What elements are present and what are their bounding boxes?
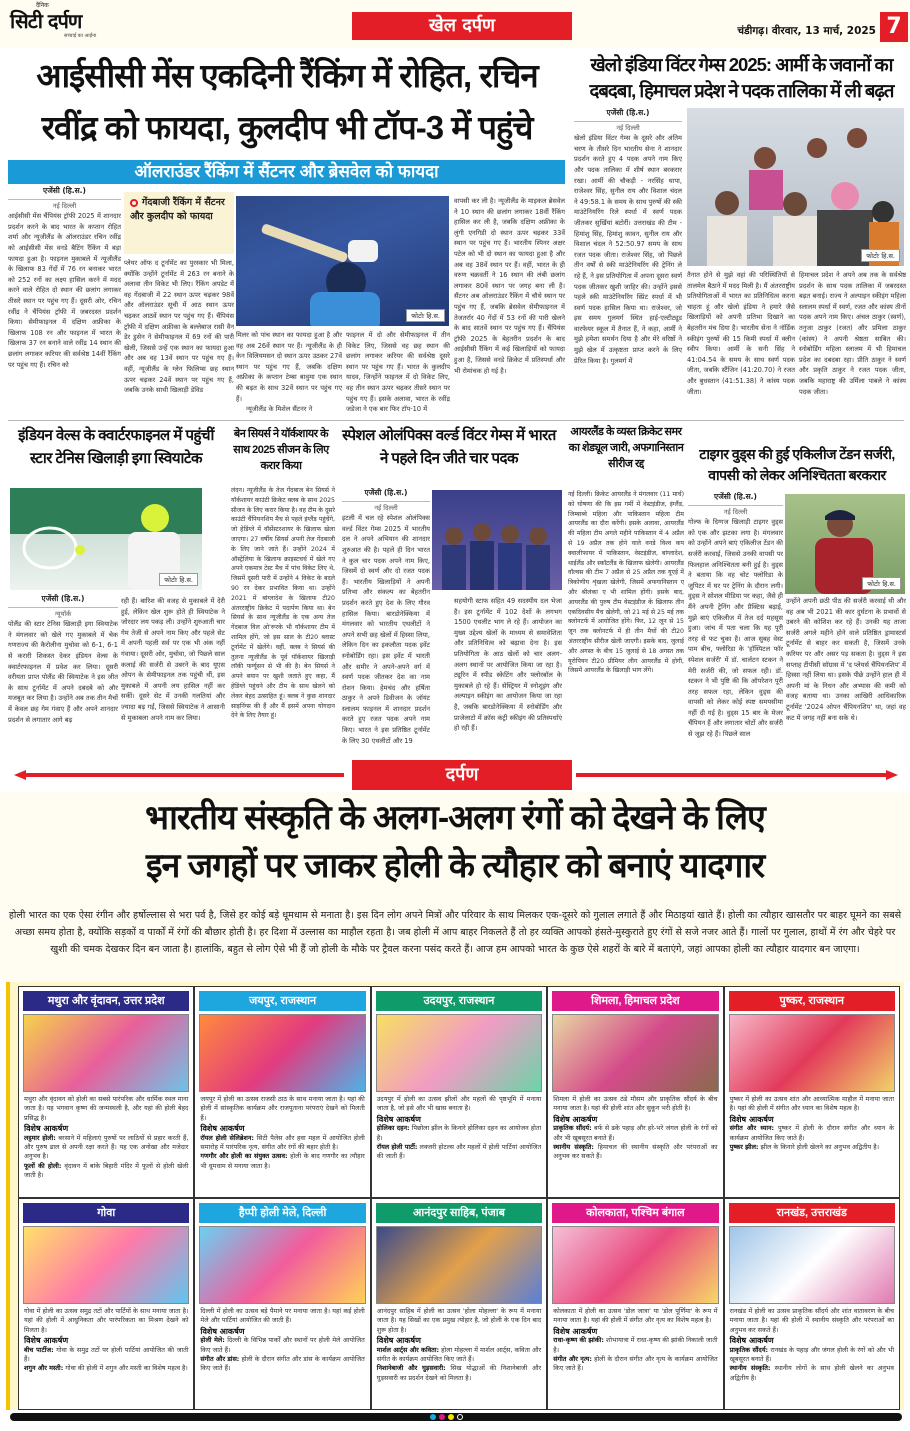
destination-card	[547, 986, 723, 1198]
destination-title: पुष्कर, राजस्थान	[729, 991, 895, 1011]
attraction-item	[377, 1364, 541, 1383]
attraction-name: होली मेले:	[200, 1336, 225, 1345]
special-attraction-label: विशेष आकर्षण	[376, 1336, 421, 1346]
special-olympics-photo	[432, 490, 562, 590]
attraction-item	[377, 1124, 541, 1143]
byline: एजेंसी (हि.स.)	[8, 594, 118, 608]
attraction-text: बरसाने में महिलाएं पुरुषों पर लाठियों से प्रहार करती हैं, और पुरुष ढाल से अपनी रक्षा करते हैं। यह एक अनोखा और मजेदार अनुभव है।	[24, 1133, 189, 1161]
attraction-text: वृंदावन में बांके बिहारी मंदिर में फूलों से होली खेली जाती है।	[24, 1161, 189, 1180]
darpan-section-tag: दर्पण	[352, 760, 572, 790]
destination-card	[371, 986, 547, 1198]
divider	[8, 420, 904, 421]
special-attraction-label: विशेष आकर्षण	[24, 1336, 69, 1346]
destination-text	[372, 1092, 546, 1162]
destination-text	[19, 1092, 193, 1181]
attraction-text: झील के किनारे होली खेलने का अनुभव अद्वितीय है।	[760, 1143, 880, 1152]
destination-card	[18, 1198, 194, 1410]
attraction-item	[24, 1364, 188, 1373]
destination-description: दिल्ली में होली का उत्सव बड़े पैमाने पर मनाया जाता है। यहां कई होली मेले और पार्टियां आयोजित की जाती हैं।	[200, 1307, 365, 1325]
athletes-with-medals-illustration	[432, 490, 562, 590]
article-text: पोलैंड की स्टार टेनिस खिलाड़ी इगा स्वियाटेक ने मंगलवार को खेले गए मुकाबले में चेक गणराज्य की कैरोलीना मुचोवा को 6-1, 6-1 से करारी शिकस्त देकर इंडियन वेल्स के क्वार्टरफाइनल में प्रवेश कर लिया। दूसरी वरीयता प्राप्त पोलैंड की स्वियाटेक ने इस जीत के साथ टूर्नामेंट में अपने दबदबे को और मजबूत कर लिया है। उन्होंने अब तक तीन मैचों में केवल छह गेम गंवाए हैं और अपने शानदार प्रदर्शन से लगातार आगे बढ़	[8, 620, 118, 724]
photo-credit: फोटोः हि.स.	[862, 577, 901, 590]
destination-title: जयपुर, राजस्थान	[199, 991, 365, 1011]
photo-credit: फोटोः हि.स.	[159, 573, 198, 586]
attraction-text: सिख योद्धाओं की निशानेबाजी और घुड़सवारी का प्रदर्शन देखने को मिलता है।	[376, 1364, 542, 1382]
dateline-place: नई दिल्ली	[374, 503, 398, 512]
attraction-item	[377, 1143, 541, 1162]
sears-body: लंदन। न्यूजीलैंड के तेज गेंदबाज बेन सियर्स ने यॉर्कशायर काउंटी क्रिकेट क्लब के साथ 2025 सीजन के लिए करार किया है। वह टीम के दूसरे काउंटी चैंपियनशिप मैच से पहले इंग्लैंड पहुंचेंगे, जो हेडिंग्ले में वॉर्सेस्टरशायर के खिलाफ खेला जाएगा। 27 वर्षीय सियर्स अपनी तेज गेंदबाजी के लिए जाने जाते हैं। उन्होंने 2024 में ऑस्ट्रेलिया के खिलाफ क्राइस्टचर्च में खेले गए अपने एकमात्र टेस्ट मैच में पांच विकेट लिए थे, जिसमें दूसरी पारी में उन्होंने 4 विकेट के बदले 90 रन देकर प्रभावित किया था। उन्होंने 2021 में बांग्लादेश के खिलाफ टी20 अंतरराष्ट्रीय क्रिकेट में पदार्पण किया था। बेन सियर्स के साथ न्यूजीलैंड के एक अन्य तेज गेंदबाज विल ओ'रूरके भी यॉर्कशायर टीम में शामिल होंगे, जो इस साल के टी20 ब्लास्ट टूर्नामेंट में खेलेंगे। वहीं, क्लब ने सियर्स की तुलना न्यूजीलैंड के पूर्व यॉर्कशायर खिलाड़ी लॉकी फर्ग्यूसन से भी की है। बेन सियर्स ने अपने बयान पर खुशी जताते हुए कहा, मैं हेडिंग्ले पहुंचने और टीम के साथ खेलने को लेकर बेहद उत्साहित हूं। क्लब ने कुछ शानदार साइनिंग्स की हैं और मैं इसमें अपना योगदान देने के लिए तैयार हूं।	[231, 487, 335, 720]
left-arrow-icon	[14, 770, 344, 780]
special-olympics-headline: स्पेशल ओलंपिक्स वर्ल्ड विंटर गेम्स में भारत ने पहले दिन जीते चार पदक	[342, 427, 556, 467]
destination-description: जयपुर में होली का उत्सव राजसी ठाठ के साथ मनाया जाता है। यहां की होली में सांस्कृतिक कार्यक्रम और राजपूताना परंपराएं देखने को मिलती हैं।	[200, 1095, 365, 1122]
logo-text: सिटी दर्पण	[10, 9, 82, 33]
attraction-text: सिटी पैलेस और हवा महल में आयोजित होली समारोह में पारंपरिक नृत्य, संगीत और रंगों की बहार होती है।	[200, 1133, 365, 1152]
destination-text	[195, 1304, 369, 1374]
cyan-dot	[430, 1414, 436, 1420]
ireland-body: नई दिल्ली। क्रिकेट आयरलैंड ने मंगलवार (11 मार्च) को घोषणा की कि इस गर्मी में वेस्टइंडीज, इंग्लैंड, जिम्बाब्वे महिला और पाकिस्तान महिला टीम आयरलैंड का दौरा करेंगी। इसके अलावा, आयरलैंड की महिला टीम अगले महीने पाकिस्तान में 4 अप्रैल से 19 अप्रैल तक होने वाले वनडे विश्व कप क्वालीफायर में पाकिस्तान, वेस्टइंडीज, बांग्लादेश, थाईलैंड और स्कॉटलैंड के खिलाफ खेलेगी। आयरलैंड वॉल्वस की टीम 7 अप्रैल से 25 अप्रैल तक यूएई में त्रिकोणीय शृंखला खेलेगी, जिसमें अफगानिस्तान ए और श्रीलंका ए भी शामिल होंगी। इसके बाद, आयरलैंड की पुरुष टीम वेस्टइंडीज के खिलाफ तीन एकदिवसीय मैच खेलेगी, जो 21 मई से 25 मई तक क्लोनटर्फ में आयोजित होंगे। फिर, 12 जून से 15 जून तक क्लोनटर्फ में ही तीन मैचों की टी20 अंतरराष्ट्रीय सीरीज खेली जाएगी। इसके बाद, जुलाई और अगस्त के बीच 15 जुलाई से 18 अगस्त तक यूरोपियन टी20 प्रीमियर लीग आयरलैंड में होगी, जिसमें आयरलैंड के खिलाड़ी भाग लेंगे।	[568, 491, 684, 675]
destination-title: मथुरा और वृंदावन, उत्तर प्रदेश	[23, 991, 189, 1011]
destination-card	[724, 1198, 900, 1410]
destination-description: उदयपुर में होली का उत्सव झीलों और महलों की पृष्ठभूमि में मनाया जाता है, जो इसे और भी खास बनाता है।	[376, 1095, 542, 1113]
newspaper-logo	[10, 2, 130, 46]
dateline-place: न्यूयॉर्क	[54, 609, 72, 618]
article-text: न्यूजीलैंड के मिशेल सैंटनर ने	[246, 405, 313, 414]
section-tag: खेल दर्पण	[352, 12, 572, 40]
lead-strap: ऑलराउंडर रैंकिंग में सैंटनर और ब्रेसवेल को फायदा	[8, 160, 565, 184]
holi-headline-line-2: इन जगहों पर जाकर होली के त्यौहार को बनाएं यादगार	[145, 847, 765, 885]
attraction-name: निशानेबाजी और घुड़सवारी:	[376, 1364, 446, 1373]
lead-callout	[124, 192, 234, 254]
destination-grid	[18, 986, 900, 1410]
holi-headline-line-1: भारतीय संस्कृति के अलग-अलग रंगों को देखने के लिए	[145, 799, 765, 837]
destination-description: कोलकाता में होली का उत्सव 'डोल जात्रा' या 'डोल पूर्णिमा' के रूप में मनाया जाता है। यहां की होली में संगीत और नृत्य का विशेष महत्व है।	[553, 1307, 718, 1325]
logo-tagline: सच्चाई का आईना	[64, 33, 97, 39]
khelo-column-2: तैनात होने से मुझे वहां की परिस्थितियों से तालमेल बैठाने में मदद मिली है। मैं अंतरराष्ट्रीय प्रतियोगिताओं में भारत का प्रतिनिधित्व करना चाहता हूं और खेलो इंडिया ने हमारे जैसे खिलाड़ियों को अपनी प्रतिभा दिखाने का बेहतरीन मंच दिया है। भारतीय सेना ने नॉर्डिक स्कीइंग पुरुषों की 15 किमी स्पर्धा में क्लीन स्वीप किया। आर्मी के सनी सिंह ने 41:04.54 के समय के साथ स्वर्ण पदक जीता, जबकि स्टैंजिन (41:20.70) ने रजत और बुधस्तान (41:51.38) ने कांस्य पदक जीता।	[687, 271, 795, 396]
attraction-text: दिल्ली के विभिन्न पार्कों और स्थानों पर होली मेले आयोजित किए जाते हैं।	[200, 1336, 365, 1354]
attraction-name: संगीत और नृत्य:	[553, 1355, 592, 1364]
lead-headline: आईसीसी मेंस एकदिनी रैंकिंग में रोहित, रचिन रवींद्र को फायदा, कुलदीप भी टॉप-3 में पहुंचे	[36, 57, 538, 146]
tiger-column-2: उन्होंने अपनी छठी पीठ की सर्जरी करवाई थी और वह अब भी 2021 की कार दुर्घटना के प्रभावों से उबरने की कोशिश कर रहे हैं। उनकी यह ताजा सर्जरी अगले महीने होने वाले प्रतिष्ठित ड्रामास्टर्स टूर्नामेंट से बाहर कर सकती है, जिसमें उनके करियर पर और असर पड़ सकता है। वुड्स ने इस सप्ताह टीपीसी सॉग्रास में 'द प्लेयर्स चैंपियनशिप' में हिस्सा नहीं लिया था। इसके पीछे उन्होंने हाल ही में अपनी मां के निधन और अभ्यास की कमी को वजह बताया था। उनका आखिरी आधिकारिक टूर्नामेंट '2024 ओपन चैंपियनशिप' था, जहां वह कट में जगह नहीं बना सके थे।	[786, 597, 906, 722]
special-attraction-label: विशेष आकर्षण	[200, 1124, 245, 1134]
tiger-column-1	[688, 492, 783, 756]
destination-photo	[199, 1226, 365, 1304]
special-attraction-label: विशेष आकर्षण	[729, 1336, 774, 1346]
attraction-item	[553, 1355, 717, 1374]
khelo-photo	[687, 108, 904, 266]
destination-description: मथुरा और वृंदावन को होली का सबसे पारंपरिक और धार्मिक स्थल माना जाता है। यह भगवान कृष्ण की जन्मस्थली है, और यहां की होली बेहद प्रसिद्ध है।	[24, 1095, 189, 1122]
dateline: चंडीगढ़। वीरवार, 13 मार्च, 2025	[737, 25, 876, 37]
khelo-column-3: हिमाचल प्रदेश ने अपने अब तक के सर्वश्रेष्ठ प्रदर्शन के साथ पदक तालिका में जबरदस्त बढ़त बनाई। राज्य ने अल्पाइन स्कीइंग महिला स्लालम स्पर्धा में स्वर्ण, रजत और कांस्य तीनों पदक अपने नाम किए। अंचल ठाकुर (स्वर्ण), तनुजा ठाकुर (रजत) और प्रमिला ठाकुर (कांस्य) ने अपनी श्रेष्ठता साबित की। स्नोबोर्डिंग महिला स्लालम में भी हिमाचल प्रदेश का दबदबा रहा। प्रीति ठाकुर ने स्वर्ण और प्रकृति ठाकुर ने रजत पदक जीता, जबकि महाराष्ट्र की उर्मिला पाबले ने कांस्य पदक जीता।	[799, 271, 906, 396]
attraction-text: गोवा के समुद्र तटों पर होली पार्टियां आयोजित की जाती हैं।	[24, 1345, 189, 1364]
destination-photo	[199, 1014, 365, 1092]
khelo-headline: खेलो इंडिया विंटर गेम्स 2025: आर्मी के जवानों का दबदबा, हिमाचल प्रदेश ने पदक तालिका में ली बढ़त	[589, 54, 894, 101]
holi-headline	[0, 794, 910, 890]
attraction-name: स्थानीय संस्कृति:	[553, 1143, 594, 1152]
special-column-2: सहयोगी स्टाफ सहित 49 सदस्यीय दल भेजा है। इस टूर्नामेंट में 102 देशों के लगभग 1500 एथलीट भाग ले रहे हैं। आयोजन का मुख्य उद्देश्य खेलों के माध्यम से समावेशिता और प्रतिनिधित्व को बढ़ावा देना है। इस प्रतियोगिता के आठ खेलों को चार अलग-अलग स्थानों पर आयोजित किया जा रहा है। ट्यूरिन में स्पीड स्केटिंग और फ्लोरबॉल के मुकाबले हो रहे हैं। सेस्ट्रियर में स्नोशूइंग और अल्पाइन स्कीइंग का आयोजन किया जा रहा है, जबकि बारडोनेक्किया में स्नोबोर्डिंग और प्राजेलाटो में क्रॉस कंट्री स्कीइंग की प्रतिस्पर्धाएं हो रही हैं।	[454, 597, 562, 733]
right-arrow-icon	[576, 770, 898, 780]
attraction-item	[200, 1355, 364, 1374]
athletes-group-illustration	[687, 108, 904, 266]
ireland-headline: आयरलैंड के व्यस्त क्रिकेट समर का शेड्यूल जारी, अफगानिस्तान सीरीज रद्द	[568, 426, 684, 470]
attraction-text: रानखंड के पहाड़ और जंगल होली के रंगों को और भी खूबसूरत बनाते हैं।	[729, 1345, 894, 1364]
swiatek-column-2: रही हैं। बारिश की वजह से मुकाबले में देरी हुई, लेकिन खेल शुरू होते ही स्वियाटेक ने जोरदार लय पकड़ ली। उन्होंने शुरुआती चार गेम तेजी से अपने नाम किए और पहले सेट में अपनी पहली सर्व पर एक भी अंक नहीं गंवाया। दूसरी ओर, मुचोवा, जो पिछले साल कलाई की सर्जरी से उबरने के बाद यूएस ओपन के सेमीफाइनल तक पहुंची थीं, इस मुकाबले में अपनी लय हासिल नहीं कर सकीं। दूसरे सेट में उनकी गलतियां और ज्यादा बढ़ गईं, जिससे स्वियाटेक ने आसानी से मुकाबला अपने नाम कर लिया।	[121, 597, 225, 722]
attraction-text: होली के दौरान संगीत और डांस के कार्यक्रम आयोजित किए जाते हैं।	[200, 1355, 365, 1373]
attraction-item	[24, 1346, 188, 1365]
article-text: गोल्फ के दिग्गज खिलाड़ी टाइगर वुड्स को एक और झटका लगा है। मंगलवार को उन्होंने अपने बाएं एकिलीज टेंडन की सर्जरी करवाई, जिससे उनकी वापसी पर फिलहाल अनिश्चितता बनी हुई है। वुड्स ने बताया कि वह चोट फ्लोरिडा के जुपिटर में घर पर ट्रेनिंग के दौरान लगी। वुड्स ने सोशल मीडिया पर कहा, जैसे ही मैंने अपनी ट्रेनिंग और प्रैक्टिस बढ़ाई, मुझे बाएं एकिलीज में तेज दर्द महसूस हुआ। जांच में पता चला कि यह पूरी तरह से फट चुका है। आज सुबह वेस्ट पाम बीच, फ्लोरिडा के 'हॉस्पिटल फॉर स्पेशल सर्जरी' में डॉ. चार्लटन स्टकन ने मेरी सर्जरी की, जो सफल रही। डॉ. स्टकन ने भी पुष्टि की कि ऑपरेशन पूरी तरह सफल रहा, लेकिन वुड्स की वापसी को लेकर कोई स्पष्ट समयसीमा नहीं दी गई है। वुड्स 15 बार के मेजर चैंपियन हैं और लगातार चोटों और सर्जरी से जूझ रहे हैं। पिछले साल	[688, 518, 783, 739]
destination-photo	[729, 1226, 895, 1304]
attraction-item	[200, 1152, 364, 1171]
attraction-text: बर्फ से ढके पहाड़ और हरे-भरे जंगल होली के रंगों को और भी खूबसूरत बनाते हैं।	[553, 1124, 718, 1142]
destination-description: आनंदपुर साहिब में होली का उत्सव 'होला मोहल्ला' के रूप में मनाया जाता है। यह सिखों का एक प्रमुख त्योहार है, जो होली के एक दिन बाद शुरू होता है।	[376, 1307, 542, 1334]
attraction-text: पिछोला झील के किनारे होलिका दहन का आयोजन होता है।	[376, 1124, 542, 1142]
logo-prefix: दैनिक	[36, 2, 49, 9]
destination-text	[19, 1304, 193, 1374]
attraction-name: बीच पार्टीज:	[24, 1345, 54, 1354]
lead-column-5: वापसी कर ली है। न्यूजीलैंड के माइकल ब्रेसवेल ने 10 स्थान की छलांग लगाकर 18वीं रैंकिंग हासिल कर ली है, जबकि दक्षिण अफ्रीका के लुंगी एनगिडी दो स्थान ऊपर चढ़कर 33वें स्थान पर पहुंच गए हैं। भारतीय स्पिनर अक्षर पटेल को भी दो स्थान का फायदा हुआ है और अब वह 38वें स्थान पर हैं। वहीं, भारत के ही वरुण चक्रवर्ती ने 16 स्थान की लंबी छलांग लगाकर 80वें स्थान पर जगह बना ली है। सैंटनर अब ऑलराउंडर रैंकिंग में चौथे स्थान पर पहुंच गए हैं, जबकि ब्रेसवेल सेमीफाइनल में तेजतर्रार 40 गेंदों में 53 रनों की पारी खेलने के बाद सातवें स्थान पर पहुंच गए हैं। चैंपियंस ट्रॉफी 2025 के बेहतरीन प्रदर्शन के बाद आईसीसी रैंकिंग में कई खिलाड़ियों को फायदा हुआ है, जिससे वनडे क्रिकेट में प्रतिस्पर्धा और भी रोमांचक हो गई है।	[454, 197, 565, 375]
destination-title: हैप्पी होली मेले, दिल्ली	[199, 1203, 365, 1223]
attraction-item	[730, 1364, 894, 1383]
article-text: आईसीसी मेंस चैंपियंस ट्रॉफी 2025 में शानदार प्रदर्शन करने के बाद भारत के कप्तान रोहित शर्मा और न्यूजीलैंड के ऑलराउंडर रचिन रवींद्र को आईसीसी मेंस वनडे बैटिंग रैंकिंग में बड़ा फायदा हुआ है। फाइनल मुकाबले में न्यूजीलैंड के खिलाफ 83 गेंदों में 76 रन बनाकर भारत को 252 रनों का लक्ष्य हासिल करने में मदद करने वाले रोहित दो स्थान की छलांग लगाकर तीसरे स्थान पर पहुंच गए हैं। दूसरी ओर, रचिन रवींद्र ने चैंपियंस ट्रॉफी में जबरदस्त प्रदर्शन किया। सेमीफाइनल में दक्षिण अफ्रीका के खिलाफ 108 रन और फाइनल में भारत के खिलाफ 37 रन बनाने वाले रवींद्र 14 स्थान की छलांग लगाकर करियर की सर्वश्रेष्ठ 14वीं रैंकिंग पर पहुंच गए हैं। रचिन को	[8, 212, 121, 369]
khelo-column-1	[574, 108, 682, 418]
attraction-item	[730, 1124, 894, 1143]
attraction-name: रॉयल होली सेलिब्रेशन:	[200, 1133, 254, 1142]
special-column-1	[342, 488, 430, 756]
dateline-place: नई दिल्ली	[723, 507, 748, 516]
tiger-headline: टाइगर वुड्स की हुई एकिलीज टेंडन सर्जरी, वापसी को लेकर अनिश्चितता बरकरार	[699, 446, 895, 483]
destination-description: पुष्कर में होली का उत्सव शांत और आध्यात्मिक माहौल में मनाया जाता है। यहां की होली में संगीत और ध्यान का विशेष महत्व है।	[729, 1095, 894, 1113]
attraction-name: लट्ठमार होली:	[24, 1133, 56, 1142]
attraction-name: होलिका दहन:	[376, 1124, 410, 1133]
destination-card	[194, 986, 370, 1198]
attraction-text: हिमाचल की स्थानीय संस्कृति और परंपराओं का अनुभव कर सकते हैं।	[553, 1143, 718, 1161]
destination-photo	[552, 1014, 718, 1092]
sears-headline: बेन सियर्स ने यॉर्कशायर के साथ 2025 सीजन के लिए करार किया	[233, 428, 329, 472]
destination-card	[547, 1198, 723, 1410]
destination-text	[548, 1304, 722, 1374]
swiatek-headline: इंडियन वेल्स के क्वार्टरफाइनल में पहुंचीं स्टार टेनिस खिलाड़ी इगा स्वियाटेक	[18, 427, 214, 467]
attraction-item	[200, 1134, 364, 1153]
special-attraction-label: विशेष आकर्षण	[729, 1114, 774, 1124]
attraction-name: रॉयल होली पार्टी:	[376, 1143, 418, 1152]
attraction-name: राधा-कृष्ण की झांकी:	[553, 1336, 604, 1345]
attraction-name: प्राकृतिक सौंदर्य:	[729, 1345, 769, 1354]
article-text: खेलो इंडिया विंटर गेम्स के दूसरे और अंतिम चरण के तीसरे दिन भारतीय सेना ने शानदार प्रदर्शन करते हुए 4 पदक अपने नाम किए और पदक तालिका में शीर्ष स्थान बरकरार रखा। आर्मी की चौकड़ी - नरसिंह थापा, राजेश्वर सिंह, सुनील राय और विशाल चंदल ने 49:58.1 के समय के साथ पुरुषों की स्की माउंटेनियरिंग रिले स्पर्धा में स्वर्ण पदक जीतकर सुर्खियां बटोरीं। उत्तराखंड की टीम - हिमांशु सिंह, हिमांशु कावन, सुनील राय और विशाल चंदल ने 52:50.97 समय के साथ रजत पदक जीता। राजेश्वर सिंह, जो पिछले तीन वर्षों से स्की माउंटेनियरिंग की ट्रेनिंग ले रहे हैं, ने इस प्रतियोगिता में अपना दूसरा स्वर्ण पदक जीतकर खुशी जाहिर की। उन्होंने इससे पहले स्की माउंटेनियरिंग स्प्रिंट स्पर्धा में भी स्वर्ण पदक हासिल किया था। राजेश्वर, जो इस समय गुलमर्ग स्थित हाई-एल्टीट्यूड वारफेयर स्कूल में तैनात हैं, ने कहा, आर्मी ने मुझे हमेशा समर्थन दिया है और मेरे वरिष्ठों ने मुझे खेल में उत्कृष्टता प्राप्त करने के लिए प्रेरित किया है। गुलमर्ग में	[574, 134, 682, 365]
attraction-name: शगुन और मस्ती:	[24, 1364, 64, 1373]
attraction-item	[553, 1336, 717, 1355]
attraction-name: मार्शल आर्ट्स और कविता:	[376, 1345, 440, 1354]
attraction-text: गोवा की होली में शगुन और मस्ती का विशेष महत्व है।	[65, 1364, 188, 1373]
magenta-dot	[439, 1414, 445, 1420]
attraction-item	[377, 1346, 541, 1365]
lead-column-2: प्लेयर ऑफ द टूर्नामेंट का पुरस्कार भी मिला, क्योंकि उन्होंने टूर्नामेंट में 263 रन बनाने के अलावा तीन विकेट भी लिए। रैंकिंग अपडेट में वह गेंदबाजी में 22 स्थान ऊपर चढ़कर 98वें और ऑलराउंडर सूची में आठ स्थान ऊपर चढ़कर आठवें स्थान पर पहुंच गए हैं। चैंपियंस ट्रॉफी में दक्षिण अफ्रीका के बल्लेबाज रासी वैन डेर डुसेन ने सेमीफाइनल में 69 रनों की पारी खेली, जिससे उन्हें एक स्थान का फायदा हुआ और अब वह 13वें स्थान पर पहुंच गए हैं। वहीं, न्यूजीलैंड के ग्लेन फिलिप्स छह स्थान ऊपर चढ़कर 24वें स्थान पर पहुंच गए हैं, जबकि उनके साथी खिलाड़ी डेविड	[124, 259, 234, 395]
attraction-name: संगीत और ध्यान:	[729, 1124, 775, 1133]
footer-strip	[10, 1413, 902, 1421]
byline: एजेंसी (हि.स.)	[8, 186, 121, 200]
attraction-name: प्राकृतिक सौंदर्य:	[553, 1124, 592, 1133]
destination-photo	[23, 1014, 189, 1092]
destination-title: उदयपुर, राजस्थान	[376, 991, 542, 1011]
destination-card	[18, 986, 194, 1198]
destination-card	[371, 1198, 547, 1410]
destination-title: शिमला, हिमाचल प्रदेश	[552, 991, 718, 1011]
byline: एजेंसी (हि.स.)	[574, 108, 682, 122]
yellow-dot	[448, 1414, 454, 1420]
attraction-name: फूलों की होली:	[24, 1161, 62, 1170]
attraction-name: गणगौर और होली का संयुक्त उत्सव:	[200, 1152, 288, 1161]
photo-credit: फोटोः हि.स.	[406, 309, 445, 322]
attraction-text: होला मोहल्ला में मार्शल आर्ट्स, कविता और संगीत के कार्यक्रम आयोजित किए जाते हैं।	[376, 1345, 542, 1364]
swiatek-photo	[10, 488, 202, 590]
attraction-text: स्थानीय लोगों के साथ होली खेलने का अनुभव अद्वितीय है।	[729, 1364, 894, 1382]
destination-card	[724, 986, 900, 1198]
byline: एजेंसी (हि.स.)	[342, 488, 430, 502]
destination-photo	[376, 1226, 542, 1304]
byline: एजेंसी (हि.स.)	[688, 492, 783, 506]
lead-column-3	[236, 330, 342, 418]
batsman-illustration	[236, 196, 449, 326]
dateline-place: नई दिल्ली	[616, 123, 640, 132]
article-text: मिलर को पांच स्थान का फायदा हुआ है और वह अब 26वें स्थान पर हैं। न्यूजीलैंड के ही केन विलियमसन दो स्थान ऊपर उठकर 27वें स्थान पर पहुंच गए हैं, जबकि दक्षिण अफ्रीका के कप्तान टेम्बा बावुमा एक स्थान की बढ़त के साथ 32वें स्थान पर पहुंच गए हैं।	[236, 331, 342, 403]
jersey-shape	[310, 292, 380, 326]
attraction-text: होली के दौरान संगीत और नृत्य के कार्यक्रम आयोजित किए जाते हैं।	[553, 1355, 718, 1373]
black-dot	[457, 1414, 463, 1420]
destination-card	[194, 1198, 370, 1410]
dateline-place: नई दिल्ली	[52, 201, 77, 210]
attraction-name: संगीत और डांस:	[200, 1355, 240, 1364]
attraction-item	[730, 1143, 894, 1152]
rohit-photo	[236, 196, 449, 326]
attraction-item	[24, 1134, 188, 1162]
special-attraction-label: विशेष आकर्षण	[24, 1124, 69, 1134]
destination-title: आनंदपुर साहिब, पंजाब	[376, 1203, 542, 1223]
destination-title: रानखंड, उत्तराखंड	[729, 1203, 895, 1223]
page-number: 7	[880, 12, 908, 42]
article-text: इटली में चल रहे स्पेशल ओलंपिक्स वर्ल्ड विंटर गेम्स 2025 में भारतीय दल ने अपने अभियान की शानदार शुरुआत की है। पहले ही दिन भारत ने कुल चार पदक अपने नाम किए, जिसमें दो स्वर्ण और दो रजत पदक हैं। भारतीय खिलाड़ियों ने अपनी प्रतिभा और संकल्प का बेहतरीन प्रदर्शन करते हुए देश के लिए गौरव हासिल किया। बारडोनेक्किया में मंगलवार को भारतीय एथलीटों ने अपने सभी छह खेलों में हिस्सा लिया, लेकिन दिन का इकलौता पदक इवेंट स्नोबोर्डिंग रहा। इस इवेंट में भारती और समीर ने अपने-अपने वर्ग में स्वर्ण पदक जीतकर देश का नाम रोशन किया। हेमचंद और हर्षिता ठाकुर ने अपने डिवीजन के जॉयंट स्लालम फाइनल में शानदार प्रदर्शन करते हुए रजत पदक अपने नाम किए। भारत ने इस प्रतिष्ठित टूर्नामेंट के लिए 30 एथलीटों और 19	[342, 514, 430, 745]
attraction-item	[553, 1124, 717, 1143]
destination-description: रानखंड में होली का उत्सव प्राकृतिक सौंदर्य और शांत वातावरण के बीच मनाया जाता है। यहां की होली में स्थानीय संस्कृति और परंपराओं का अनुभव कर सकते हैं।	[729, 1307, 894, 1334]
callout-text: गेंदबाजी रैंकिंग में सैंटनर और कुलदीप को फायदा	[130, 197, 225, 222]
attraction-item	[24, 1162, 188, 1181]
special-attraction-label: विशेष आकर्षण	[553, 1114, 598, 1124]
destination-title: गोवा	[23, 1203, 189, 1223]
holi-intro: होली भारत का एक ऐसा रंगीन और हर्षोल्लास से भरा पर्व है, जिसे हर कोई बड़े धूमधाम से मनाता है। इस दिन लोग अपने मित्रों और परिवार के साथ मिलकर एक-दूसरे को गुलाल लगाते हैं और मिठाइयां खाते हैं। होली का त्यौहार खासतौर पर बाहर घूमने का सबसे अच्छा समय होता है, क्योंकि सड़कों व पार्कों में रंगों की बौछार होती है। हर दिशा में उल्लास का माहौल रहता है। जब होली में आप बाहर निकलते हैं तो हर व्यक्ति आपको हंसते-मुस्कुराते हुए रंगों से सजे नजर आते हैं। गालों पर गुलाल, हाथों में रंग और चेहरे पर खुशी की चमक देखकर दिन बन जाता है। हालांकि, बहुत से लोग ऐसे भी हैं जो होली के मौके पर ट्रैवल करना पसंद करते हैं। आज हम आपको भारत के कुछ ऐसे शहरों के बारे में बताएंगे, जहां आपका होली का त्यौहार यादगार बन जाएगा।	[8, 910, 902, 955]
special-attraction-label: विशेष आकर्षण	[376, 1114, 421, 1124]
special-attraction-label: विशेष आकर्षण	[553, 1326, 598, 1336]
destination-photo	[729, 1014, 895, 1092]
attraction-item	[553, 1143, 717, 1162]
lead-column-1	[8, 186, 121, 418]
destination-photo	[376, 1014, 542, 1092]
attraction-text: लक्जरी होटल्स और महलों में होली पार्टियां आयोजित की जाती हैं।	[376, 1143, 542, 1161]
bullet-circle-icon	[130, 199, 138, 207]
swiatek-column-1	[8, 594, 118, 754]
photo-credit: फोटोः हि.स.	[861, 249, 900, 262]
destination-photo	[552, 1226, 718, 1304]
attraction-text: शोभायात्रा में राधा-कृष्ण की झांकी निकाली जाती है।	[553, 1336, 718, 1354]
holi-destinations-panel	[6, 982, 904, 1410]
destination-text	[372, 1304, 546, 1383]
destination-description: गोवा में होली का उत्सव समुद्र तटों और पार्टियों के साथ मनाया जाता है। यहां की होली में आधुनिकता और पारंपरिकता का मिश्रण देखने को मिलता है।	[24, 1307, 189, 1334]
lead-column-4: फाइनल में दो और सेमीफाइनल में तीन विकेट लिए, जिससे वह छह स्थान की छलांग लगाकर करियर की सर्वश्रेष्ठ दूसरे स्थान पर पहुंच गए हैं। भारत के कुलदीप यादव, जिन्होंने फाइनल में दो विकेट लिए, वह तीन स्थान ऊपर चढ़कर तीसरे स्थान पर पहुंच गए हैं। इसके अलावा, भारत के रवींद्र जडेजा ने एक बार फिर टॉप-10 में	[346, 331, 450, 414]
attraction-item	[200, 1336, 364, 1355]
special-attraction-label: विशेष आकर्षण	[200, 1326, 245, 1336]
color-registration-dots	[430, 1414, 463, 1420]
destination-title: कोलकाता, पश्चिम बंगाल	[552, 1203, 718, 1223]
attraction-text: होली के बाद गणगौर का त्यौहार भी धूमधाम से मनाया जाता है।	[200, 1152, 365, 1170]
destination-description: शिमला में होली का उत्सव ठंडे मौसम और प्राकृतिक सौंदर्य के बीच मनाया जाता है। यहां की होली शांत और सुकून भरी होती है।	[553, 1095, 718, 1113]
destination-text	[195, 1092, 369, 1171]
gloves-shape	[348, 240, 378, 262]
attraction-name: स्थानीय संस्कृति:	[729, 1364, 771, 1373]
tiger-woods-photo	[785, 494, 905, 594]
destination-photo	[23, 1226, 189, 1304]
attraction-name: पुष्कर झील:	[729, 1143, 759, 1152]
destination-text	[725, 1304, 899, 1383]
attraction-item	[730, 1346, 894, 1365]
attraction-text: पुष्कर में होली के दौरान संगीत और ध्यान के कार्यक्रम आयोजित किए जाते हैं।	[729, 1124, 894, 1142]
destination-text	[725, 1092, 899, 1152]
destination-text	[548, 1092, 722, 1162]
